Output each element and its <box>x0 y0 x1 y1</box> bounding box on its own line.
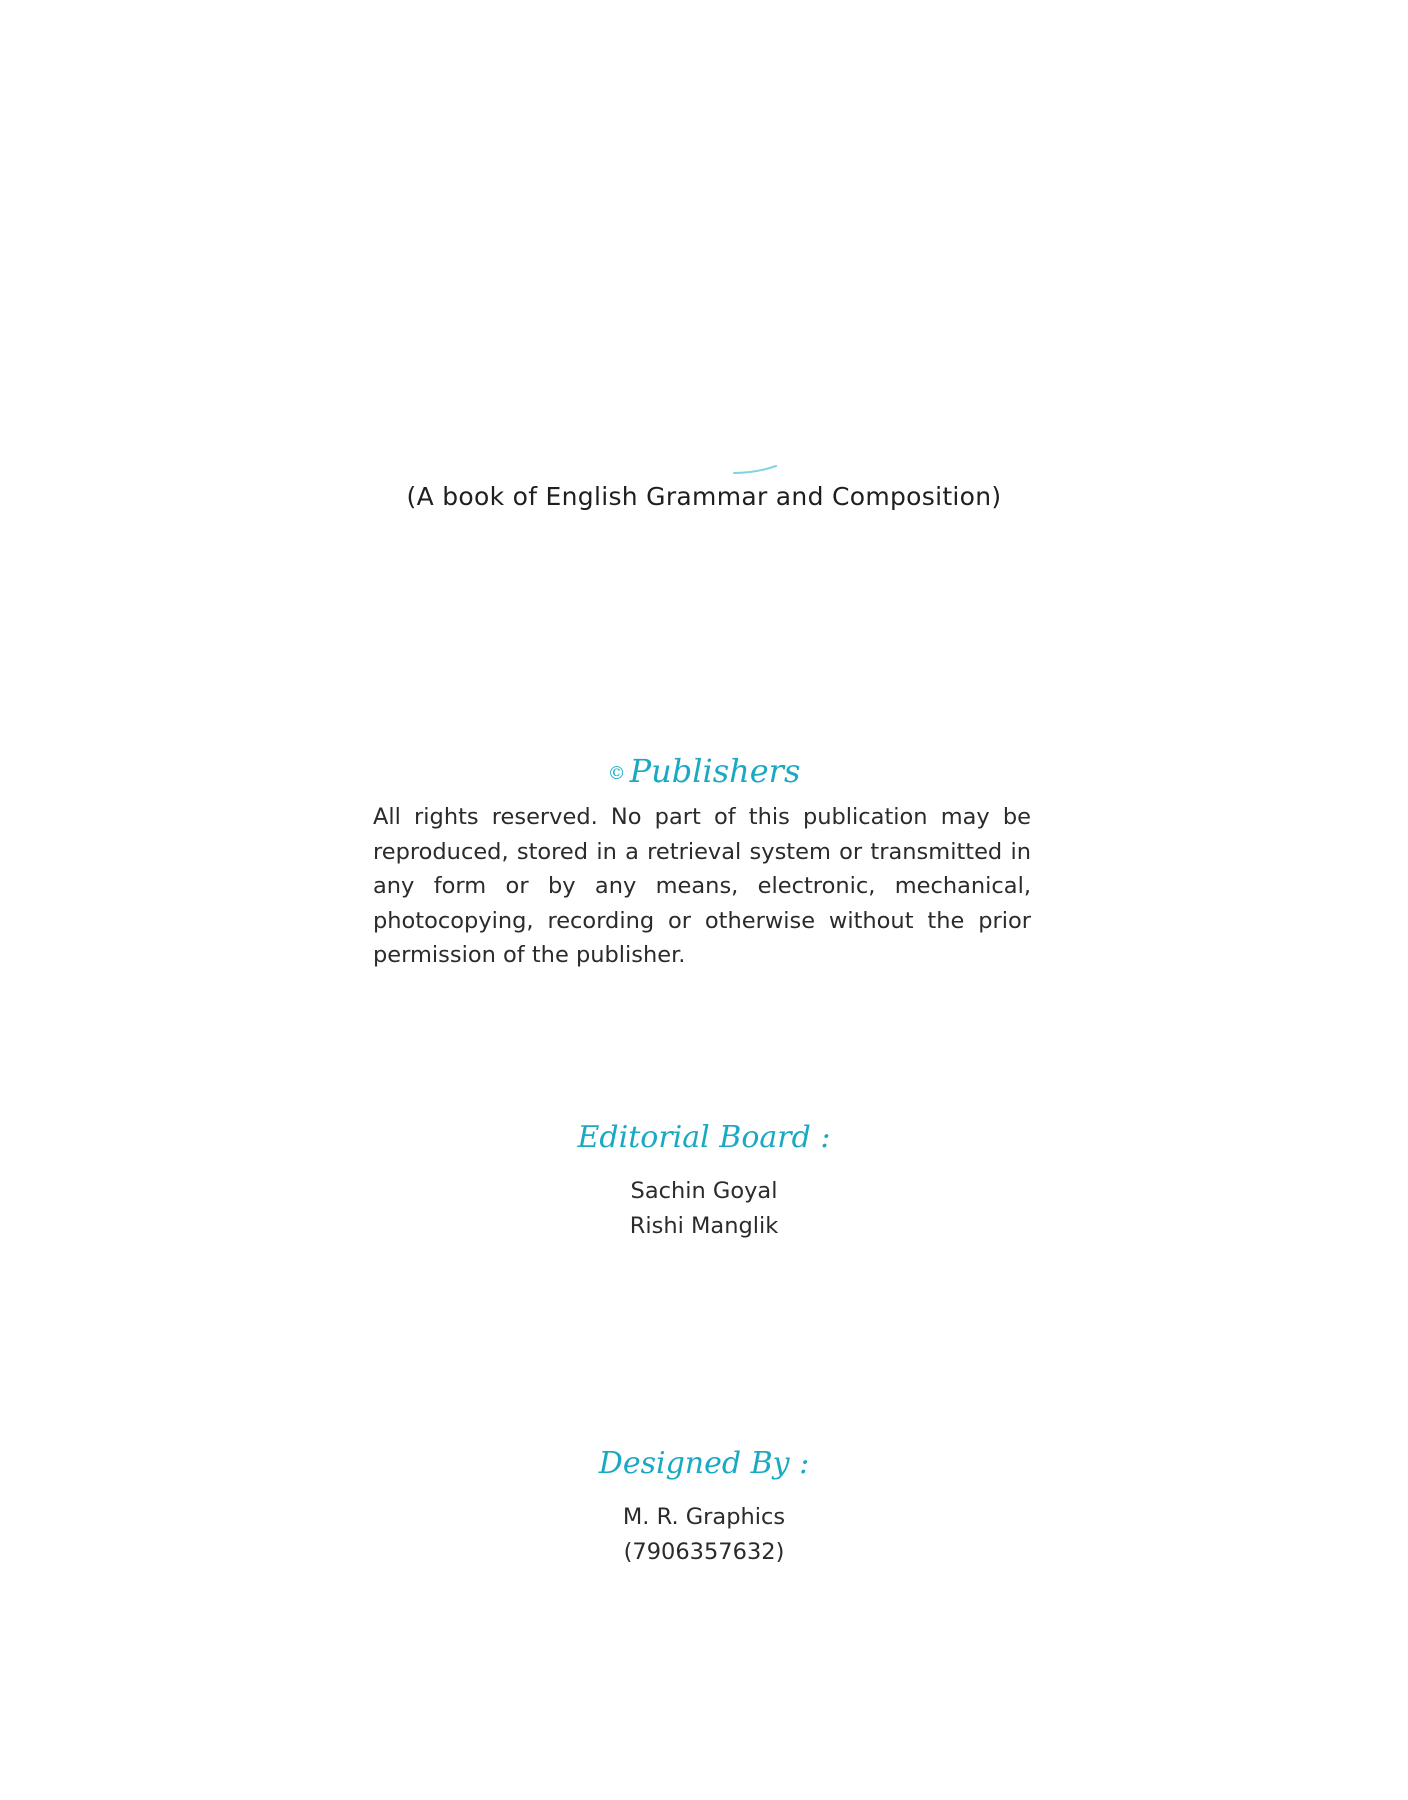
copyright-heading <box>0 752 1408 790</box>
decorative-swoosh <box>732 464 778 476</box>
editorial-member: Sachin Goyal <box>630 1178 778 1204</box>
designed-by-heading: Designed By : <box>598 1446 810 1481</box>
designer-phone: (7906357632) <box>623 1539 785 1565</box>
copyright-symbol: © <box>607 763 626 784</box>
designer-info <box>0 1500 1408 1570</box>
rights-notice: All rights reserved. No part of this publication may be reproduced, stored in a retrieval system or transmitted in any form or by any means, electronic, mechanical, photocopying, recording or otherwise without the prior permission of the publisher. <box>373 804 1031 968</box>
book-subtitle: (A book of English Grammar and Composition) <box>406 482 1002 511</box>
copyright-heading-label: Publishers <box>629 752 801 790</box>
editorial-board-members <box>0 1174 1408 1244</box>
editorial-member: Rishi Manglik <box>629 1213 779 1239</box>
designer-name: M. R. Graphics <box>622 1504 786 1530</box>
editorial-board-heading: Editorial Board : <box>577 1120 831 1155</box>
